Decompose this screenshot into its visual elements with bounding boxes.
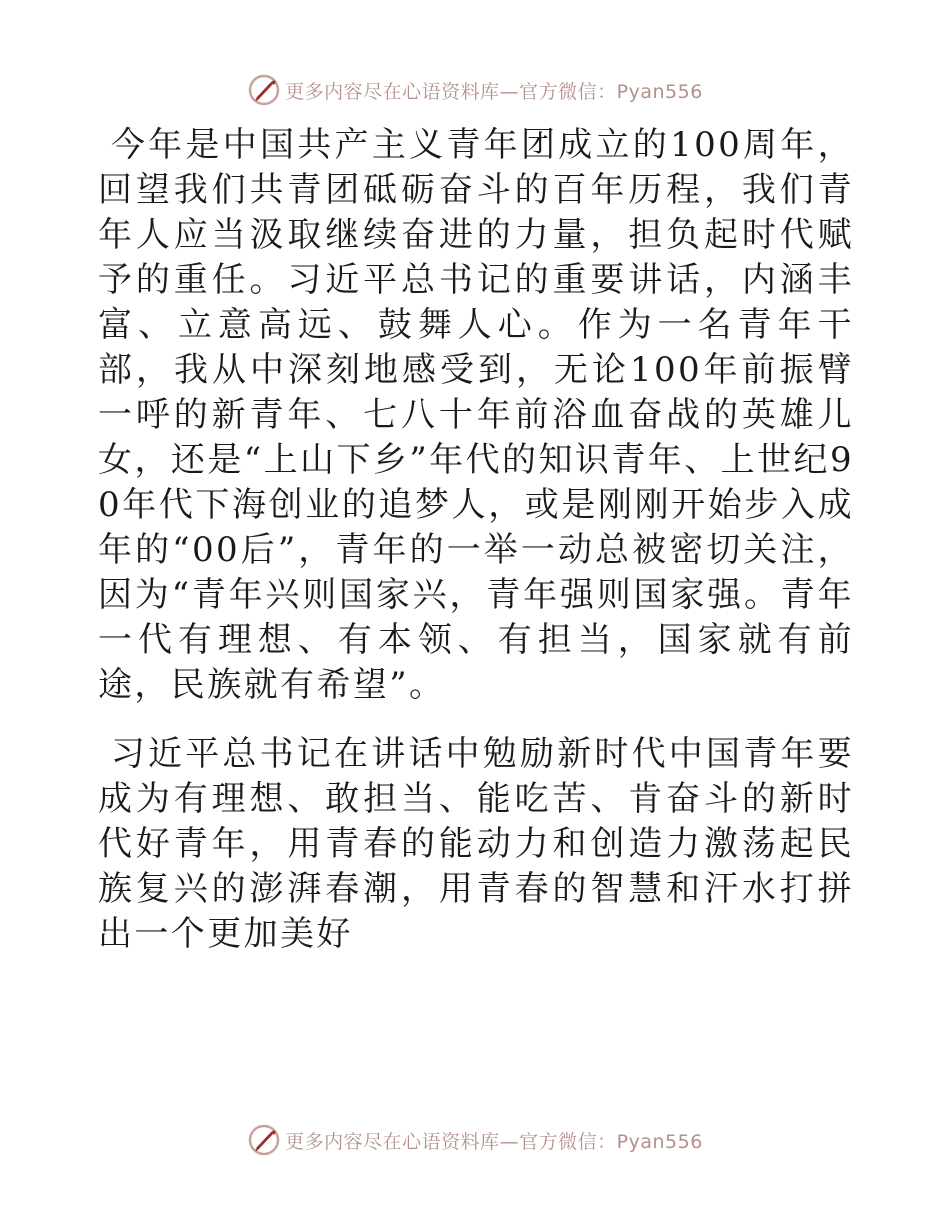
watermark-header — [0, 70, 950, 110]
feather-pen-icon — [247, 1123, 281, 1157]
feather-pen-icon — [247, 73, 281, 107]
watermark-text: 更多内容尽在心语资料库—官方微信：Pyan556 — [285, 80, 703, 103]
paragraph — [98, 732, 854, 957]
watermark-footer — [0, 1120, 950, 1160]
watermark-text: 更多内容尽在心语资料库—官方微信：Pyan556 — [285, 1130, 703, 1153]
paragraph-text: 今年是中国共产主义青年团成立的100周年，回望我们共青团砥砺奋斗的百年历程，我们青年人应当汲取继续奋进的力量，担负起时代赋予的重任。习近平总书记的重要讲话，内涵丰富、立意高远、鼓舞人心。作为一名青年干部，我从中深刻地感受到，无论100年前振臂一呼的新青年、七八十年前浴血奋战的英雄儿女，还是“上山下乡”年代的知识青年、上世纪90年代下海创业的追梦人，或是刚刚开始步入成年的“00后”，青年的一举一动总被密切关注，因为“青年兴则国家兴，青年强则国家强。青年一代有理想、有本领、有担当，国家就有前途，民族就有希望”。 — [98, 125, 854, 705]
paragraph-text: 习近平总书记在讲话中勉励新时代中国青年要成为有理想、敢担当、能吃苦、肯奋斗的新时代好青年，用青春的能动力和创造力激荡起民族复兴的澎湃春潮，用青春的智慧和汗水打拼出一个更加美好 — [98, 734, 854, 954]
paragraph — [98, 123, 854, 708]
document-body — [98, 123, 854, 957]
